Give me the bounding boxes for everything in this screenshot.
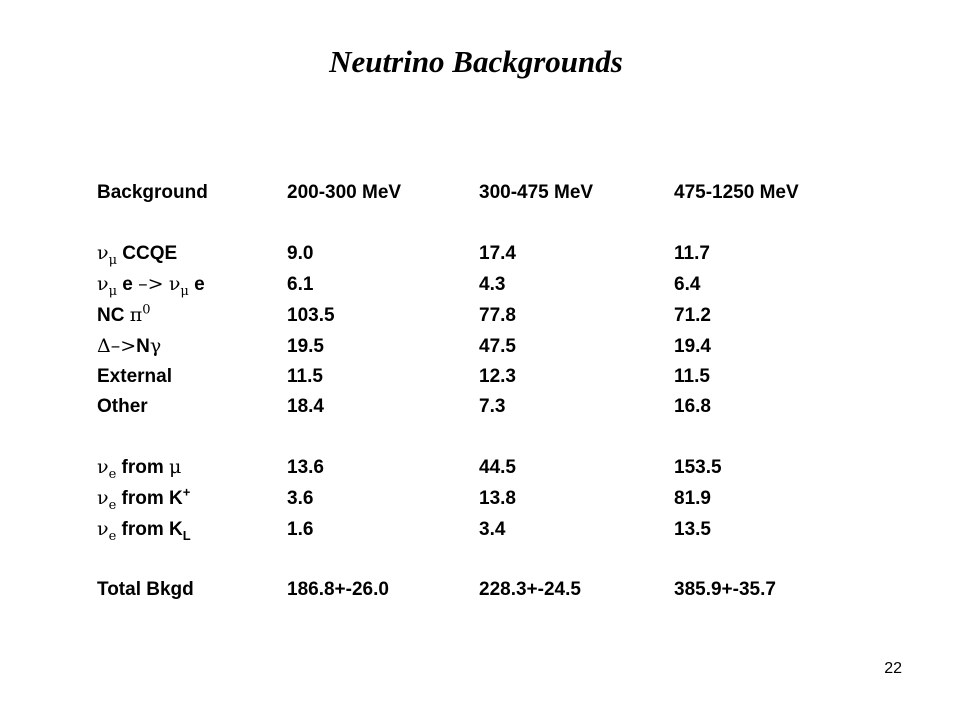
table-header-row xyxy=(97,178,844,208)
spacer-row xyxy=(97,422,844,452)
table-cell: 81.9 xyxy=(674,487,711,509)
row-label-display: $\nu_e$ xyxy=(97,518,117,544)
spacer-row xyxy=(97,545,844,575)
row-label-nue-from-mu: $\nu_e$ from μ xyxy=(97,456,182,482)
row-label-numu-e-scatter: $\nu_\mu$ $e -> \nu_\mu$ e xyxy=(97,273,205,299)
table-row xyxy=(97,452,844,483)
row-label-other: Other xyxy=(97,396,148,417)
row-label-nue-from-kplus: $\nu_e$ from K+ xyxy=(97,484,191,513)
table-cell: 385.9+-35.7 xyxy=(674,579,776,600)
table-cell: 186.8+-26.0 xyxy=(287,579,389,600)
row-label-display: Δ–> xyxy=(97,335,137,357)
table-cell: 11.7 xyxy=(674,242,710,264)
spacer-row xyxy=(97,208,844,238)
row-label-total-bkgd: Total Bkgd xyxy=(97,579,194,600)
header-475-1250-mev: 475-1250 MeV xyxy=(674,182,799,203)
row-label-external: External xyxy=(97,366,172,387)
table-cell: 47.5 xyxy=(479,335,516,357)
row-label-display: $\nu_\mu$ xyxy=(97,242,118,268)
table-row xyxy=(97,483,844,514)
table-cell: 13.8 xyxy=(479,487,516,509)
table-cell: 3.4 xyxy=(479,518,506,540)
header-300-475-mev: 300-475 MeV xyxy=(479,182,594,203)
table-cell: 103.5 xyxy=(287,304,335,326)
row-label-display: $\nu_\mu$ xyxy=(97,273,118,299)
row-label-display: $\nu_e$ xyxy=(97,487,117,513)
table-row xyxy=(97,300,844,331)
table-cell: 44.5 xyxy=(479,456,516,478)
table-cell: 13.6 xyxy=(287,456,324,478)
row-label-nc-pi0: NC $\pi^0$ xyxy=(97,302,151,326)
table-cell: 4.3 xyxy=(479,273,506,295)
table-cell: 77.8 xyxy=(479,304,516,326)
header-background: Background xyxy=(97,182,208,203)
row-label-display: $\nu_e$ xyxy=(97,456,117,482)
table-cell: 11.5 xyxy=(287,366,323,387)
table-cell: 11.5 xyxy=(674,366,710,387)
table-cell: 153.5 xyxy=(674,456,722,478)
table-row xyxy=(97,331,844,362)
table-cell: 18.4 xyxy=(287,396,324,417)
table-row xyxy=(97,269,844,300)
table-cell: 12.3 xyxy=(479,366,516,387)
table-cell: 1.6 xyxy=(287,518,314,540)
table-row xyxy=(97,238,844,269)
row-label-nue-from-kl: $\nu_e$ from $K_L$ xyxy=(97,518,191,544)
table-cell: 6.4 xyxy=(674,273,701,295)
header-200-300-mev: 200-300 MeV xyxy=(287,182,402,203)
table-row-total xyxy=(97,575,844,605)
slide-title: Neutrino Backgrounds xyxy=(329,44,623,79)
table-cell: 3.6 xyxy=(287,487,314,509)
table-cell: 19.4 xyxy=(674,335,711,357)
row-label-numu-ccqe: $\nu_\mu$ CCQE xyxy=(97,242,178,268)
table-cell: 7.3 xyxy=(479,396,506,417)
table-cell: 6.1 xyxy=(287,273,314,295)
table-cell: 228.3+-24.5 xyxy=(479,579,581,600)
page-number: 22 xyxy=(884,660,902,677)
table-cell: 17.4 xyxy=(479,242,516,264)
table-row xyxy=(97,514,844,545)
row-label-delta-n-gamma: Δ–>Nγ xyxy=(97,335,162,357)
table-row xyxy=(97,392,844,422)
table-cell: 13.5 xyxy=(674,518,711,540)
table-cell: 16.8 xyxy=(674,396,711,417)
row-label-display: $\pi^0$ xyxy=(129,302,151,326)
table-row xyxy=(97,362,844,392)
background-table xyxy=(97,178,844,605)
table-cell: 19.5 xyxy=(287,335,324,357)
table-cell: 71.2 xyxy=(674,304,711,326)
table-cell: 9.0 xyxy=(287,242,314,264)
